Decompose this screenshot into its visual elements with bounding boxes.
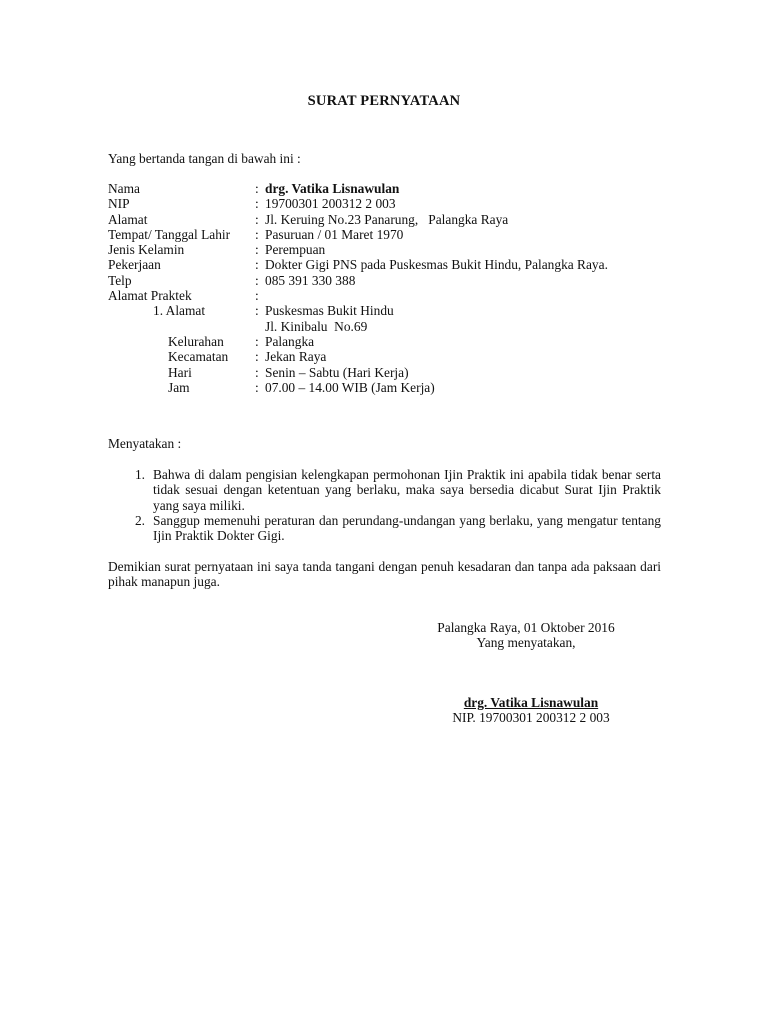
list-item bbox=[108, 467, 661, 513]
field-row-practice-street bbox=[108, 319, 668, 334]
signature-place-block bbox=[426, 620, 626, 651]
field-row-gender bbox=[108, 242, 668, 257]
list-item-number: 1. bbox=[134, 467, 145, 482]
field-colon: : bbox=[255, 303, 259, 319]
field-label: Hari bbox=[168, 364, 192, 380]
field-label: Jenis Kelamin bbox=[108, 242, 185, 258]
declare-label: Menyatakan : bbox=[108, 436, 182, 451]
field-colon: : bbox=[255, 181, 259, 196]
field-label: Pekerjaan bbox=[108, 257, 161, 273]
field-colon bbox=[255, 319, 265, 334]
field-value: 085 391 330 388 bbox=[265, 272, 356, 288]
field-label: Nama bbox=[108, 181, 140, 196]
identity-fields bbox=[108, 181, 668, 395]
field-value: 19700301 200312 2 003 bbox=[265, 196, 396, 212]
field-row-days bbox=[108, 365, 668, 380]
field-colon: : bbox=[255, 211, 259, 227]
field-row-name bbox=[108, 181, 668, 196]
list-item bbox=[108, 513, 661, 544]
declarer-label: Yang menyatakan, bbox=[476, 635, 576, 651]
field-colon: : bbox=[255, 288, 259, 304]
field-value: Dokter Gigi PNS pada Puskesmas Bukit Hindu, Palangka Raya. bbox=[265, 257, 608, 273]
field-row-hours bbox=[108, 380, 668, 395]
field-row-district bbox=[108, 349, 668, 364]
field-row-practice-address bbox=[108, 288, 668, 303]
list-item-number: 2. bbox=[134, 512, 145, 528]
field-row-address bbox=[108, 212, 668, 227]
field-colon: : bbox=[255, 272, 259, 288]
field-row-birth bbox=[108, 227, 668, 242]
field-value: Pasuruan / 01 Maret 1970 bbox=[265, 226, 404, 242]
field-value: Senin – Sabtu (Hari Kerja) bbox=[265, 364, 409, 380]
field-row-phone bbox=[108, 273, 668, 288]
field-colon: : bbox=[255, 333, 259, 349]
closing-paragraph: Demikian surat pernyataan ini saya tanda tangani dengan penuh kesadaran dan tanpa ada paksaan dari pihak manapun juga. bbox=[108, 559, 661, 590]
field-colon: : bbox=[255, 349, 259, 365]
field-colon: : bbox=[255, 242, 259, 258]
field-value: Perempuan bbox=[265, 242, 326, 258]
field-colon: : bbox=[255, 226, 259, 242]
field-label: Kelurahan bbox=[168, 333, 224, 349]
field-label: Alamat bbox=[108, 211, 148, 227]
field-label bbox=[108, 319, 255, 334]
signature-block bbox=[436, 695, 626, 726]
field-label: Telp bbox=[108, 272, 132, 288]
field-value: drg. Vatika Lisnawulan bbox=[265, 181, 400, 196]
field-colon: : bbox=[255, 379, 259, 395]
field-row-nip bbox=[108, 196, 668, 211]
field-row-practice-location bbox=[108, 303, 668, 318]
signer-nip: NIP. 19700301 200312 2 003 bbox=[452, 710, 610, 726]
field-colon: : bbox=[255, 196, 259, 212]
field-row-village bbox=[108, 334, 668, 349]
statement-list bbox=[108, 467, 661, 543]
field-label: NIP bbox=[108, 196, 130, 212]
field-label: 1. Alamat bbox=[153, 303, 206, 319]
field-label: Alamat Praktek bbox=[108, 288, 192, 304]
intro-text: Yang bertanda tangan di bawah ini : bbox=[108, 151, 301, 166]
list-item-text: Sanggup memenuhi peraturan dan perundang-undangan yang berlaku, yang mengatur tentang Ijin Praktik Dokter Gigi. bbox=[153, 512, 661, 544]
field-value: Jl. Keruing No.23 Panarung, Palangka Raya bbox=[265, 211, 509, 227]
field-value: Palangka bbox=[265, 333, 315, 349]
field-value: Jl. Kinibalu No.69 bbox=[265, 318, 368, 334]
field-colon: : bbox=[255, 257, 259, 273]
field-value: Jekan Raya bbox=[265, 349, 327, 365]
field-label: Jam bbox=[168, 379, 190, 395]
field-label: Tempat/ Tanggal Lahir bbox=[108, 226, 231, 242]
field-label: Kecamatan bbox=[168, 349, 229, 365]
list-item-text: Bahwa di dalam pengisian kelengkapan permohonan Ijin Praktik ini apabila tidak benar serta tidak sesuai dengan ketentuan yang berlaku, maka saya bersedia dicabut Surat Ijin Praktik yang saya miliki. bbox=[153, 467, 661, 513]
signer-name: drg. Vatika Lisnawulan bbox=[463, 695, 599, 710]
place-date: Palangka Raya, 01 Oktober 2016 bbox=[437, 620, 615, 635]
field-value: 07.00 – 14.00 WIB (Jam Kerja) bbox=[265, 379, 435, 395]
field-row-occupation bbox=[108, 257, 668, 272]
document-title: SURAT PERNYATAAN bbox=[307, 93, 461, 109]
field-value: Puskesmas Bukit Hindu bbox=[265, 303, 394, 319]
field-colon: : bbox=[255, 364, 259, 380]
